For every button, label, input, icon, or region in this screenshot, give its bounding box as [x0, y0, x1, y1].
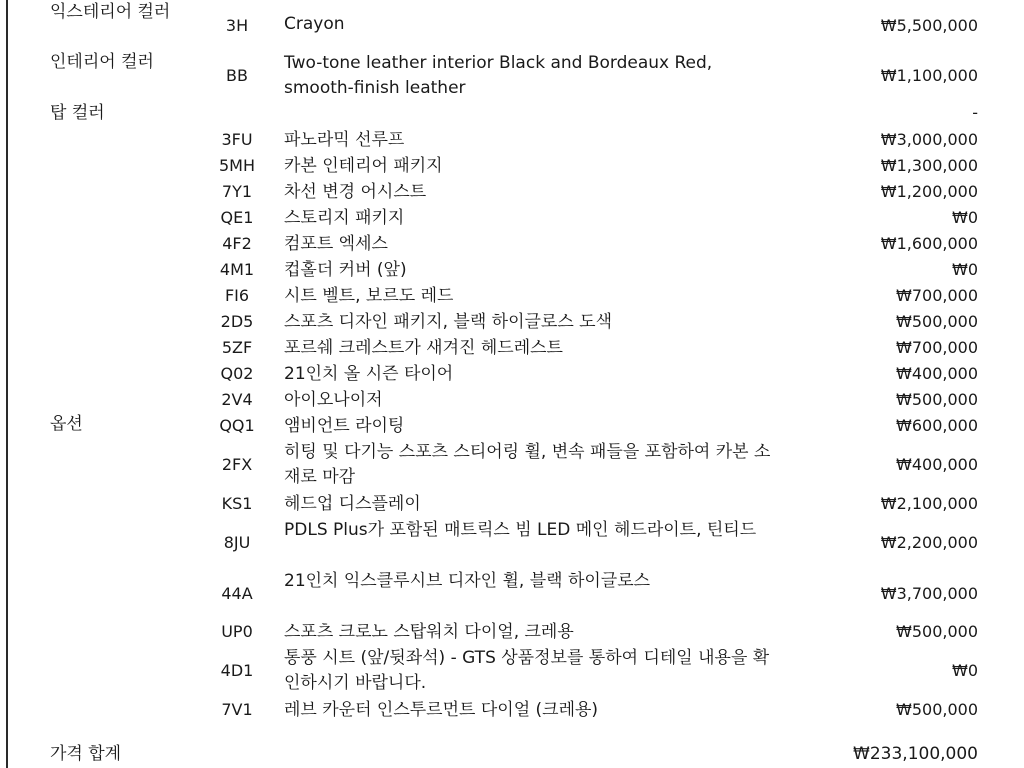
- option-row: [0, 439, 1024, 491]
- option-row: [0, 697, 1024, 723]
- exterior-color-row: [0, 0, 1024, 52]
- top-color-label: 탑 컬러: [50, 103, 105, 123]
- option-description: 스토리지 패키지: [284, 208, 405, 228]
- option-description: 시트 벨트, 보르도 레드: [284, 286, 454, 306]
- option-price: ₩500,000: [896, 622, 978, 641]
- option-row: [0, 491, 1024, 517]
- option-price: ₩0: [952, 208, 978, 227]
- option-description: 히팅 및 다기능 스포츠 스티어링 휠, 변속 패들을 포함하여 카본 소재로 마감: [284, 442, 771, 487]
- option-row: [0, 361, 1024, 387]
- option-description: 컵홀더 커버 (앞): [284, 260, 407, 280]
- option-description: 차선 변경 어시스트: [284, 182, 427, 202]
- option-price: ₩700,000: [896, 286, 978, 305]
- option-price: ₩700,000: [896, 338, 978, 357]
- option-description: 포르쉐 크레스트가 새겨진 헤드레스트: [284, 338, 563, 358]
- option-description: 헤드업 디스플레이: [284, 494, 421, 514]
- option-price: ₩600,000: [896, 416, 978, 435]
- exterior-color-description: Crayon: [284, 14, 345, 34]
- option-code: UP0: [221, 622, 253, 641]
- option-row: [0, 205, 1024, 231]
- interior-color-description: Two-tone leather interior Black and Bordeaux Red, smooth-finish leather: [284, 53, 713, 98]
- option-price: ₩2,200,000: [880, 533, 978, 552]
- option-code: 7Y1: [221, 182, 253, 201]
- option-code: 4F2: [222, 234, 252, 253]
- option-code: 8JU: [223, 533, 251, 552]
- option-row: [0, 645, 1024, 697]
- option-row: [0, 153, 1024, 179]
- option-price: ₩500,000: [896, 700, 978, 719]
- option-code: KS1: [221, 494, 253, 513]
- interior-color-code: BB: [226, 66, 248, 85]
- option-code: 5MH: [218, 156, 255, 175]
- option-price: ₩500,000: [896, 390, 978, 409]
- option-row: [0, 387, 1024, 413]
- option-description: 컴포트 엑세스: [284, 234, 388, 254]
- option-description: 21인치 올 시즌 타이어: [284, 364, 454, 384]
- option-price: ₩2,100,000: [880, 494, 978, 513]
- option-description: 파노라믹 선루프: [284, 130, 405, 150]
- option-code: 5ZF: [221, 338, 253, 357]
- option-code: 2FX: [221, 455, 253, 474]
- option-description: 통풍 시트 (앞/뒷좌석) - GTS 상품정보를 통하여 디테일 내용을 확인하시기 바랍니다.: [284, 648, 770, 693]
- option-row: [0, 231, 1024, 257]
- option-code: 7V1: [221, 700, 253, 719]
- option-price: ₩3,000,000: [880, 130, 978, 149]
- option-description: PDLS Plus가 포함된 매트릭스 빔 LED 메인 헤드라이트, 틴티드: [284, 520, 757, 540]
- option-code: 44A: [221, 584, 253, 603]
- option-code: 3FU: [221, 130, 253, 149]
- option-code: 2D5: [220, 312, 254, 331]
- total-label: 가격 합계: [50, 744, 122, 764]
- option-description: 레브 카운터 인스투르먼트 다이얼 (크레용): [284, 700, 599, 720]
- option-code: QQ1: [219, 416, 255, 435]
- option-price: ₩0: [952, 260, 978, 279]
- option-price: ₩1,200,000: [880, 182, 978, 201]
- exterior-color-price: ₩5,500,000: [880, 16, 978, 35]
- interior-color-price: ₩1,100,000: [880, 66, 978, 85]
- option-description: 카본 인테리어 패키지: [284, 156, 443, 176]
- option-price: ₩400,000: [896, 364, 978, 383]
- option-row: [0, 257, 1024, 283]
- top-color-row: [0, 100, 1024, 126]
- option-description: 21인치 익스클루시브 디자인 휠, 블랙 하이글로스: [284, 571, 651, 591]
- options-label: 옵션: [50, 414, 83, 434]
- option-description: 앰비언트 라이팅: [284, 416, 405, 436]
- option-row: [0, 309, 1024, 335]
- option-price: ₩3,700,000: [880, 584, 978, 603]
- option-code: 4M1: [219, 260, 255, 279]
- option-description: 스포츠 디자인 패키지, 블랙 하이글로스 도색: [284, 312, 613, 332]
- option-price: ₩0: [952, 661, 978, 680]
- exterior-color-label: 익스테리어 컬러: [50, 2, 171, 22]
- option-description: 아이오나이저: [284, 390, 383, 410]
- option-code: FI6: [224, 286, 250, 305]
- exterior-color-code: 3H: [225, 16, 249, 35]
- option-price: ₩400,000: [896, 455, 978, 474]
- option-row: [0, 335, 1024, 361]
- total-row: [0, 741, 1024, 767]
- option-price: ₩500,000: [896, 312, 978, 331]
- interior-color-label: 인테리어 컬러: [50, 52, 154, 72]
- total-value: ₩233,100,000: [853, 744, 978, 764]
- option-row: [0, 283, 1024, 309]
- option-code: QE1: [220, 208, 254, 227]
- option-code: 4D1: [220, 661, 254, 680]
- option-price: ₩1,600,000: [880, 234, 978, 253]
- option-description: 스포츠 크로노 스탑워치 다이얼, 크레용: [284, 622, 574, 642]
- option-row: [0, 517, 1024, 569]
- option-row: [0, 568, 1024, 620]
- option-row: [0, 179, 1024, 205]
- interior-color-row: [0, 50, 1024, 102]
- top-color-price: -: [972, 103, 978, 122]
- option-code: Q02: [220, 364, 254, 383]
- option-row: [0, 619, 1024, 645]
- option-price: ₩1,300,000: [880, 156, 978, 175]
- option-code: 2V4: [221, 390, 253, 409]
- option-row: [0, 413, 1024, 439]
- option-row: [0, 127, 1024, 153]
